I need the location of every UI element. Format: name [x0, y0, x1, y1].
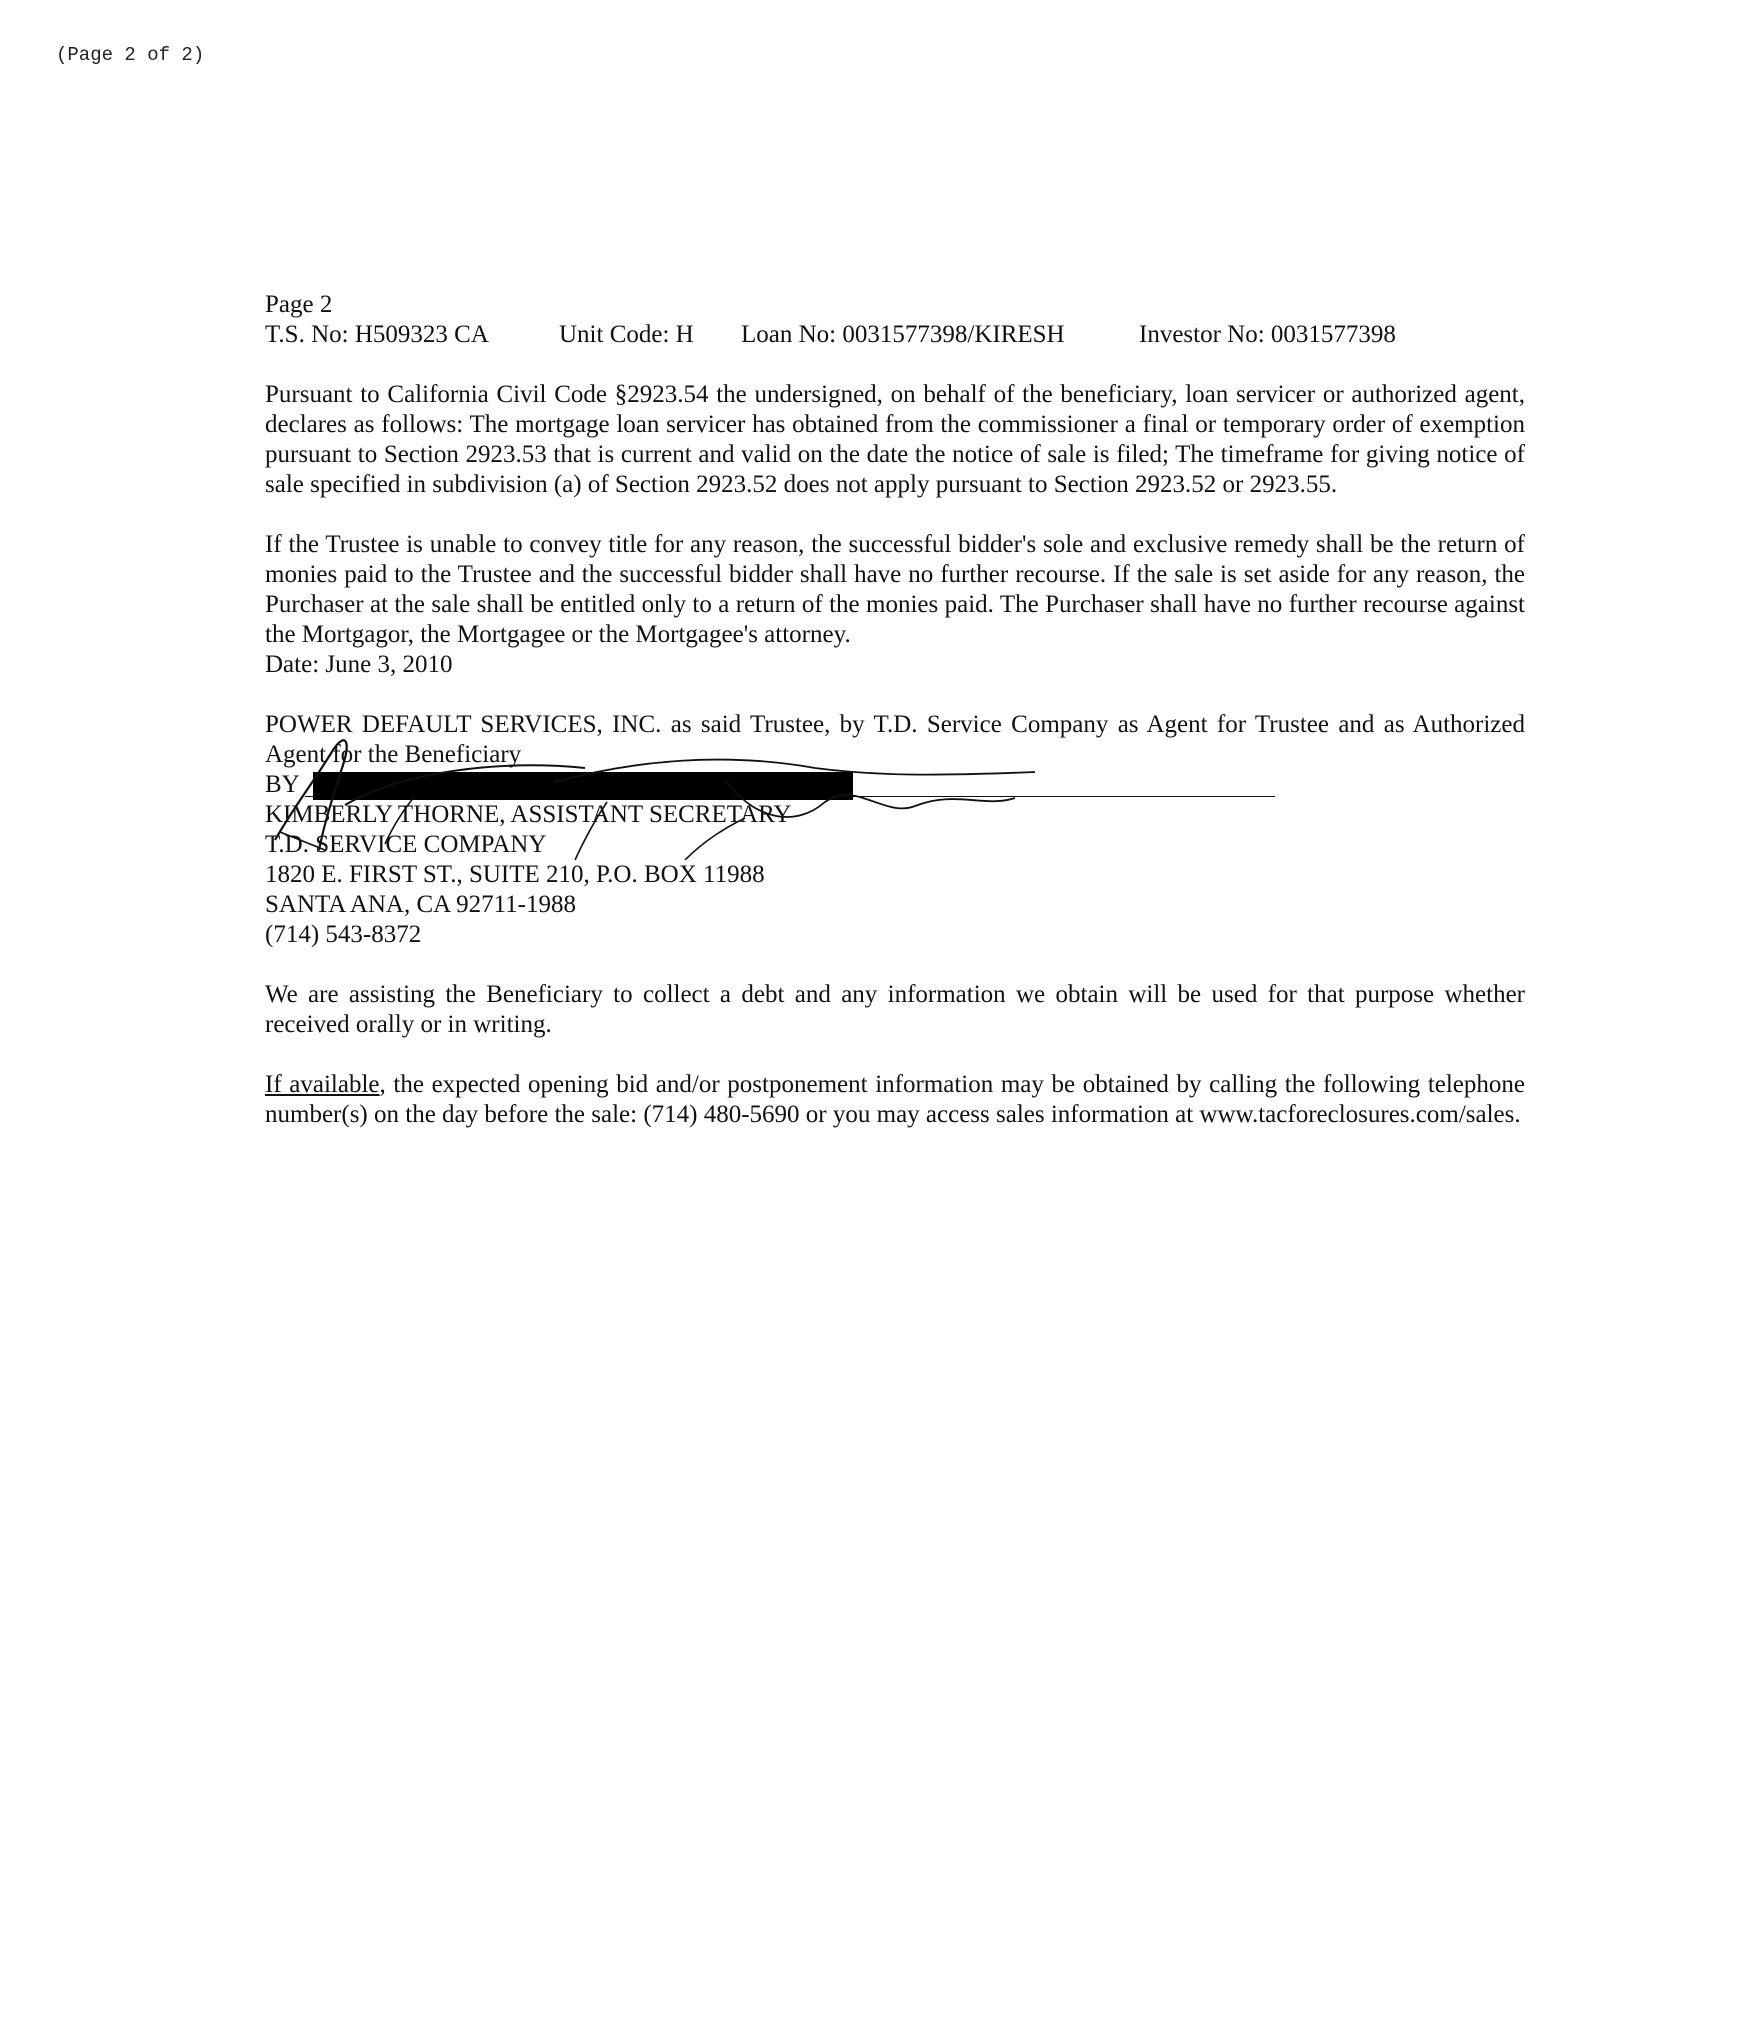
trustee-remedy-paragraph: If the Trustee is unable to convey title for any reason, the successful bidder's sole and exclusive remedy shall be the return of monies paid to the Trustee and the successful bidder shall have no further recourse. If the sale is set aside for any reason, the Purchaser at the sale shall be entitled only to a return of the monies paid. The Purchaser shall have no further recourse against the Mortgagor, the Mortgagee or the Mortgagee's attorney. [265, 531, 1525, 648]
signature-block [265, 710, 1525, 950]
notice-date: Date: June 3, 2010 [265, 651, 453, 678]
if-available-text: If available [265, 1071, 380, 1098]
redaction-bar [313, 772, 853, 800]
trustee-line: POWER DEFAULT SERVICES, INC. as said Trustee, by T.D. Service Company as Agent for Trustee and as Authorized Agent for the Beneficiary [265, 711, 1525, 768]
civil-code-declaration: Pursuant to California Civil Code §2923.54 the undersigned, on behalf of the beneficiary, loan servicer or authorized agent, declares as follows: The mortgage loan servicer has obtained from the commissioner a final or temporary order of exemption pursuant to Section 2923.53 that is current and valid on the date the notice of sale is filed; The timeframe for giving notice of sale specified in subdivision (a) of Section 2923.52 does not apply pursuant to Section 2923.52 or 2923.55. [265, 381, 1525, 498]
bid-information [265, 1070, 1525, 1130]
by-label: BY [265, 771, 300, 798]
investor-number: Investor No: 0031577398 [1139, 321, 1396, 348]
signer-name: KIMBERLY THORNE, ASSISTANT SECRETARY [265, 801, 792, 828]
signature-line [265, 770, 1525, 800]
page-label: Page 2 [265, 291, 333, 318]
page-marker: (Page 2 of 2) [56, 44, 205, 66]
unit-code: Unit Code: H [559, 321, 694, 348]
bid-information-text: , the expected opening bid and/or postponement information may be obtained by calling the following telephone number(s) on the day before the sale: (714) 480-5690 or you may access sales information at www.tacforeclosures.com/sales. [265, 1071, 1525, 1128]
debt-collection-notice: We are assisting the Beneficiary to collect a debt and any information we obtain will be used for that purpose whether received orally or in writing. [265, 981, 1525, 1038]
address-line-2: SANTA ANA, CA 92711-1988 [265, 891, 576, 918]
address-line-1: 1820 E. FIRST ST., SUITE 210, P.O. BOX 11988 [265, 861, 765, 888]
reference-line [265, 320, 1525, 350]
loan-number: Loan No: 0031577398/KIRESH [741, 321, 1065, 348]
document-body [265, 290, 1525, 1130]
ts-number: T.S. No: H509323 CA [265, 321, 489, 348]
company-phone: (714) 543-8372 [265, 921, 422, 948]
company-name: T.D. SERVICE COMPANY [265, 831, 547, 858]
